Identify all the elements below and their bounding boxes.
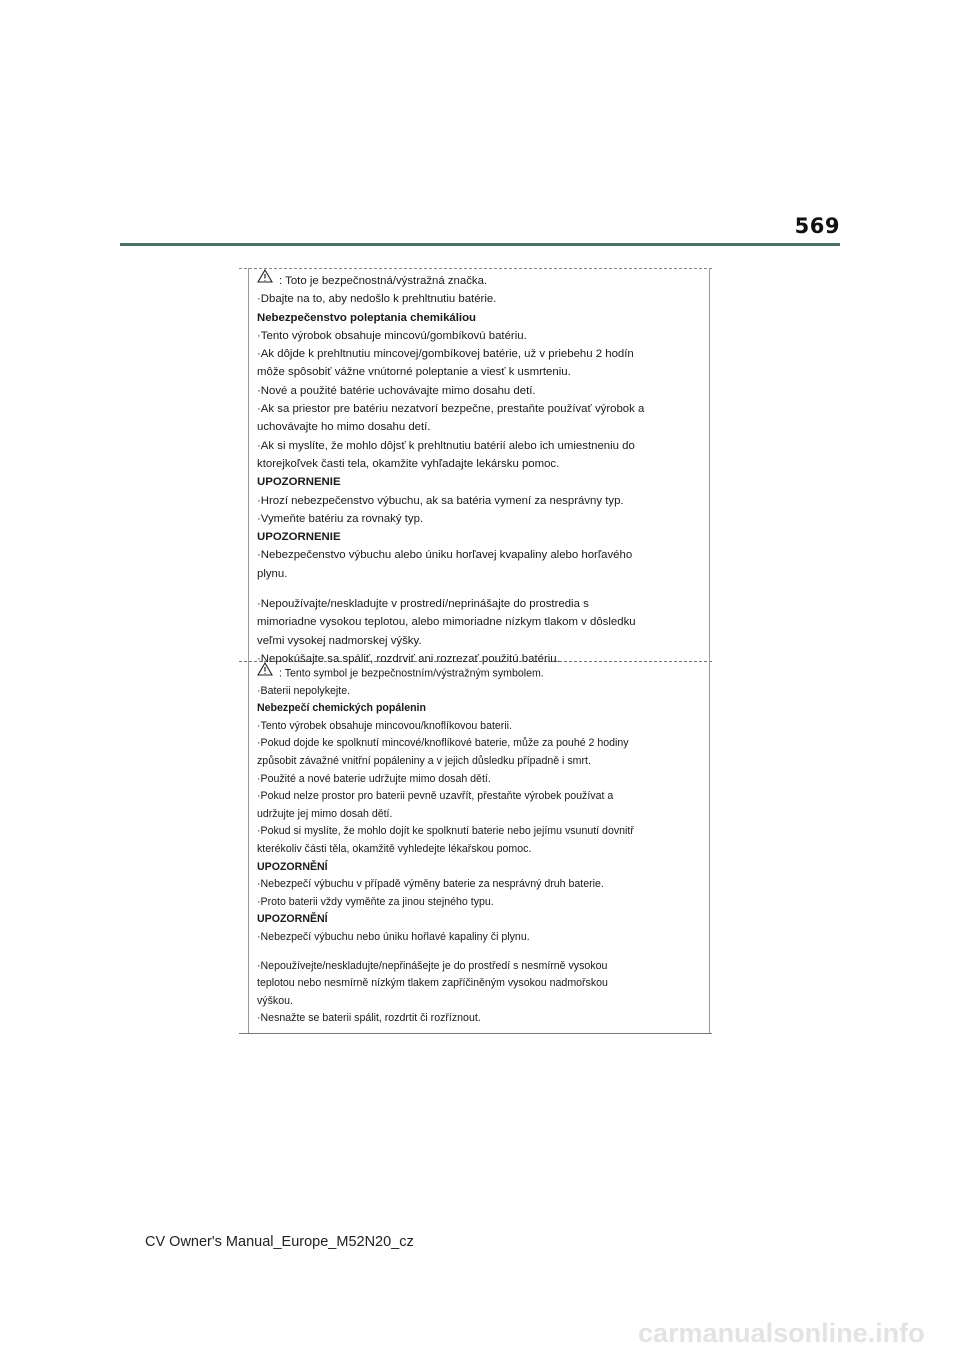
text-line-content: ·Pokud dojde ke spolknutí mincové/knoflíkové baterie, může za pouhé 2 hodiny [257, 737, 629, 750]
text-line-content: ·Nesnažte se baterii spálit, rozdrtit či rozříznout. [257, 1012, 481, 1025]
text-line [257, 771, 705, 789]
text-line [257, 437, 705, 455]
text-line [257, 492, 705, 510]
text-line [257, 894, 705, 912]
section-heading [257, 309, 705, 327]
section-heading [257, 911, 705, 929]
text-line-content: ·Nepoužívajte/neskladujte v prostredí/neprinášajte do prostredia s [257, 598, 589, 611]
text-line [257, 345, 705, 363]
text-line-content: ·Nebezpečí výbuchu v případě výměny baterie za nesprávný druh baterie. [257, 878, 604, 891]
text-line [257, 753, 705, 771]
text-line-content: ·Pokud si myslíte, že mohlo dojít ke spolknutí baterie nebo jejímu vsunutí dovnitř [257, 825, 634, 838]
text-line-content: ·Ak si myslíte, že mohlo dôjsť k prehltnutiu batérií alebo ich umiestneniu do [257, 439, 635, 452]
text-line [257, 613, 705, 631]
text-line-content: ·Vymeňte batériu za rovnaký typ. [257, 512, 424, 525]
paragraph-gap [257, 583, 705, 595]
text-line-content: ·Tento výrobek obsahuje mincovou/knoflíkovou baterii. [257, 719, 512, 732]
text-line [257, 272, 705, 290]
text-line-content: ·Proto baterii vždy vyměňte za jinou stejného typu. [257, 895, 494, 908]
header-rule [120, 243, 840, 246]
text-line [257, 1010, 705, 1028]
text-line [257, 735, 705, 753]
text-line-content: plynu. [257, 567, 288, 580]
text-line-content: UPOZORNĚNÍ [257, 860, 328, 873]
text-line [257, 806, 705, 824]
text-line-content: ·Nebezpečenstvo výbuchu alebo úniku horľavej kvapaliny alebo horľavého [257, 549, 633, 562]
text-line [257, 788, 705, 806]
text-line-content: ·Tento výrobok obsahuje mincovú/gombíkovú batériu. [257, 329, 527, 342]
section-heading [257, 473, 705, 491]
warning-text-slovak [257, 272, 705, 668]
text-line-content: ktorejkoľvek časti tela, okamžite vyhľadajte lekársku pomoc. [257, 457, 560, 470]
warning-triangle-icon [257, 662, 273, 683]
text-line [257, 929, 705, 947]
footer-manual-id: CV Owner's Manual_Europe_M52N20_cz [145, 1234, 414, 1250]
text-line [257, 382, 705, 400]
warning-triangle-icon [257, 269, 273, 289]
text-line-content: ·Baterii nepolykejte. [257, 684, 351, 697]
text-line [257, 718, 705, 736]
text-line-content: ·Nepoužívejte/neskladujte/nepřinášejte je do prostředí s nesmírně vysokou [257, 959, 608, 972]
text-line [257, 595, 705, 613]
text-line-content: ·Pokud nelze prostor pro baterii pevně uzavřít, přestaňte výrobek používat a [257, 790, 614, 803]
text-line-content: kterékoliv části těla, okamžitě vyhledejte lékařskou pomoc. [257, 842, 532, 855]
text-line [257, 363, 705, 381]
text-line-content: ·Použité a nové baterie udržujte mimo dosah dětí. [257, 772, 491, 785]
watermark: carmanualsonline.info [638, 1318, 925, 1348]
text-line-content: UPOZORNENIE [257, 531, 341, 544]
text-line-content: ·Ak dôjde k prehltnutiu mincovej/gombíkovej batérie, už v priebehu 2 hodín [257, 348, 634, 361]
text-line [257, 546, 705, 564]
text-line-content: uchovávajte ho mimo dosahu detí. [257, 421, 431, 434]
text-line-content: výškou. [257, 994, 293, 1007]
text-line-content: ·Dbajte na to, aby nedošlo k prehltnutiu batérie. [257, 293, 497, 306]
text-line-content: môže spôsobiť vážne vnútorné poleptanie a viesť k usmrteniu. [257, 366, 571, 379]
text-line-content: veľmi vysokej nadmorskej výšky. [257, 634, 422, 647]
text-line [257, 841, 705, 859]
text-line-content: ·Nové a použité batérie uchovávajte mimo dosahu detí. [257, 384, 536, 397]
scanned-warning-label [239, 268, 712, 1035]
text-line-content: : Tento symbol je bezpečnostním/výstražným symbolem. [279, 667, 544, 680]
text-line-content: Nebezpečí chemických popálenin [257, 702, 426, 715]
text-line [257, 975, 705, 993]
text-line [257, 683, 705, 701]
text-line-content: : Toto je bezpečnostná/výstražná značka. [279, 275, 488, 287]
section-heading [257, 859, 705, 877]
paragraph-gap [257, 947, 705, 958]
text-line-content: ·Hrozí nebezpečenstvo výbuchu, ak sa batéria vymení za nesprávny typ. [257, 494, 624, 507]
text-line [257, 876, 705, 894]
text-line [257, 510, 705, 528]
text-line-content: mimoriadne vysokou teplotou, alebo mimoriadne nízkym tlakom v dôsledku [257, 616, 636, 629]
text-line [257, 455, 705, 473]
section-heading [257, 528, 705, 546]
text-line [257, 400, 705, 418]
text-line-content: Nebezpečenstvo poleptania chemikáliou [257, 311, 477, 324]
label-border-top [239, 268, 712, 269]
text-line-content: ·Nebezpečí výbuchu nebo úniku hořlavé kapaliny či plynu. [257, 930, 530, 943]
text-line-content: teplotou nebo nesmírně nízkým tlakem zapříčiněným vysokou nadmořskou [257, 977, 608, 990]
text-line [257, 665, 705, 683]
text-line-content: UPOZORNENIE [257, 476, 341, 489]
text-line [257, 632, 705, 650]
text-line [257, 418, 705, 436]
text-line [257, 823, 705, 841]
text-line [257, 958, 705, 976]
text-line [257, 290, 705, 308]
text-line-content: UPOZORNĚNÍ [257, 913, 328, 926]
label-border-left [248, 268, 249, 1033]
warning-text-czech [257, 665, 705, 1028]
text-line-content: způsobit závažné vnitřní popáleniny a v jejich důsledku případně i smrt. [257, 754, 591, 767]
text-line-content: udržujte jej mimo dosah dětí. [257, 807, 393, 820]
text-line-content: ·Ak sa priestor pre batériu nezatvorí bezpečne, prestaňte používať výrobok a [257, 403, 645, 416]
text-line-content: ·Nepokúšajte sa spáliť, rozdrviť ani rozrezať použitú batériu. [257, 652, 560, 665]
text-line [257, 565, 705, 583]
section-heading [257, 700, 705, 718]
label-border-right [709, 268, 710, 1033]
text-line [257, 993, 705, 1011]
label-border-bottom [239, 1033, 712, 1034]
text-line [257, 327, 705, 345]
page-number: 569 [794, 214, 840, 238]
